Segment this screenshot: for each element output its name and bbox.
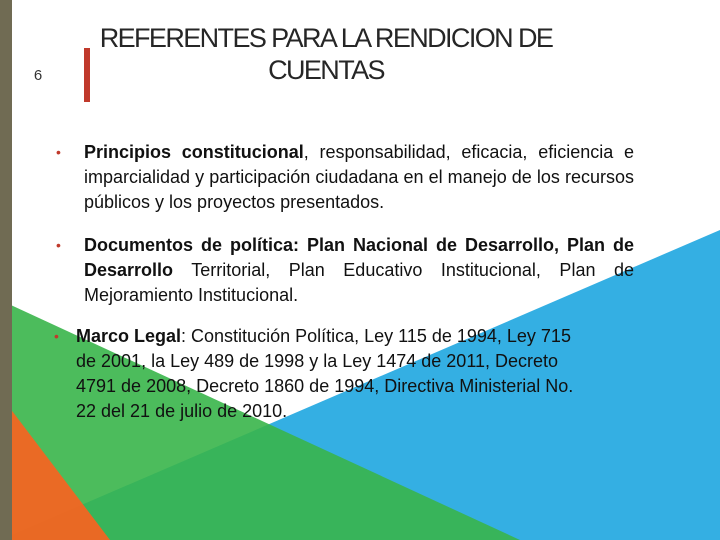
slide-number-box xyxy=(12,48,90,102)
bullet-text: Territorial, Plan Educativo Institucional, Plan de Mejoramiento Institucional. xyxy=(84,260,634,305)
bullet-text: : Constitución Política, Ley 115 de 1994, Ley 715 de 2001, la Ley 489 de 1998 y la Ley 1474 de 2011, Decreto 4791 de 2008, Decreto 1860 de 1994, Directiva Ministerial No. 22 del 21 de julio de 2010. xyxy=(76,326,574,421)
slide-title: REFERENTES PARA LA RENDICION DE CUENTAS xyxy=(99,23,553,85)
bullet-text: , responsabilidad, eficacia, eficiencia e imparcialidad y participación ciudadana en el manejo de los recursos públicos y los proyectos presentados. xyxy=(84,142,634,212)
bullet-marco-legal xyxy=(52,324,594,424)
bullet-label: Principios constitucional xyxy=(84,142,304,162)
bullet-label: Documentos de política: Plan Nacional de Desarrollo, Plan de Desarrollo xyxy=(84,235,634,280)
slide-number: 6 xyxy=(33,66,43,84)
bullet-label: Marco Legal xyxy=(76,326,182,346)
left-strip xyxy=(0,0,12,540)
bullet-documentos xyxy=(52,233,634,308)
bullet-principios xyxy=(52,140,634,215)
bullet-list xyxy=(52,140,634,424)
